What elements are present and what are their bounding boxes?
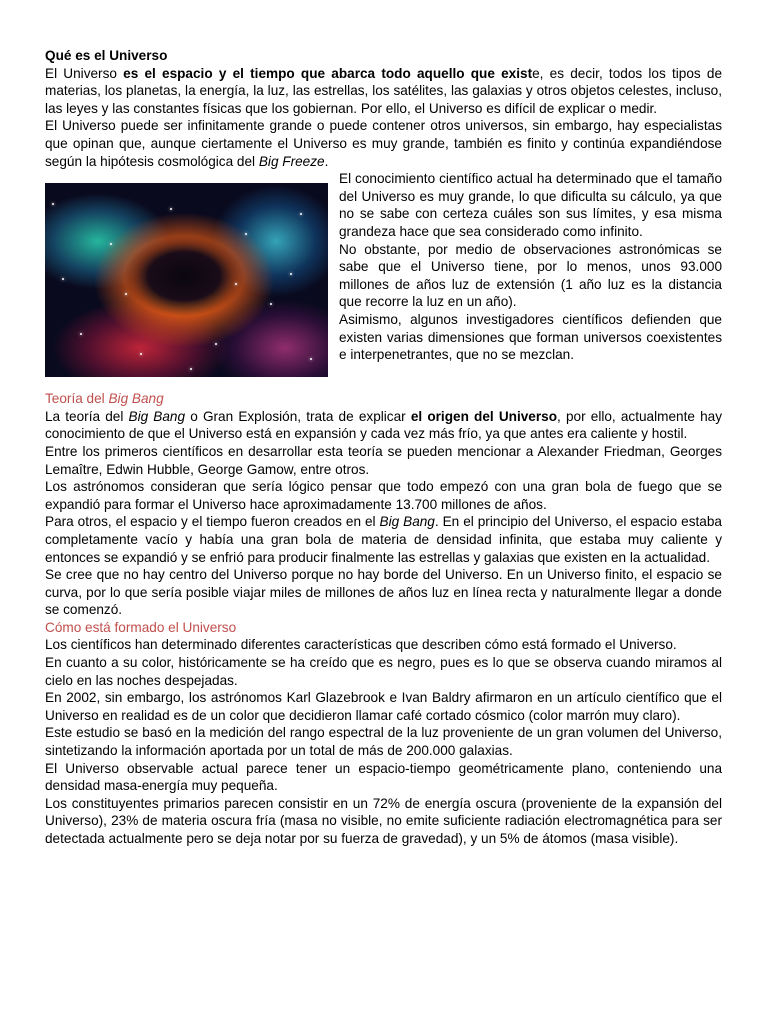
galaxy-nebula-image [45,183,328,377]
section-heading-formado: Cómo está formado el Universo [45,619,237,635]
intro-paragraph-5: Asimismo, algunos investigadores científicos defienden que existen varias dimensiones que forman universos coexistentes e interpenetrantes, que no se mezclan. [339,311,722,363]
bigbang-paragraph-1: La teoría del Big Bang o Gran Explosión, trata de explicar el origen del Universo, por ello, actualmente hay conocimiento de que el Universo está en expansión y cada vez más frío, ya que antes era caliente y hostil. [45,408,722,442]
formado-paragraph-4: Este estudio se basó en la medición del rango espectral de la luz proveniente de un gran volumen del Universo, sintetizando la información aportada por un total de más de 200.000 galaxias. [45,725,722,759]
intro-bold-definition: es el espacio y el tiempo que abarca todo aquello que exist [123,65,533,81]
intro-paragraph-3: El conocimiento científico actual ha determinado que el tamaño del Universo es muy grande, lo que dificulta su cálculo, ya que no se sabe con certeza cuáles son sus límites, y esa misma grandeza hace que sea considerado como infinito. [339,171,722,239]
intro-paragraph-4: No obstante, por medio de observaciones astronómicas se sabe que el Universo tiene, por lo menos, unos 93.000 millones de años luz de extensión (1 año luz es la distancia que recorre la luz en un año). [339,241,722,310]
formado-paragraph-1: Los científicos han determinado diferentes características que describen cómo está formado el Universo. [45,637,677,653]
formado-paragraph-2: En cuanto a su color, históricamente se ha creído que es negro, pues es lo que se observa cuando miramos al cielo en las noches despejadas. [45,655,722,688]
bigbang-paragraph-5: Se cree que no hay centro del Universo porque no hay borde del Universo. En un Universo finito, el espacio se curva, por lo que sería posible viajar miles de millones de años luz en línea recta y naturalmente llegar a donde se comenzó. [45,567,722,618]
section-heading-big-bang: Teoría del Big Bang [45,391,164,407]
document-page [45,47,722,848]
formado-paragraph-5: El Universo observable actual parece tener un espacio-tiempo geométricamente plano, conteniendo una densidad masa-energía muy pequeña. [45,760,722,794]
intro-paragraph-1: El Universo es el espacio y el tiempo que abarca todo aquello que existe, es decir, todos los tipos de materias, los planetas, la energía, la luz, las estrellas, los satélites, las galaxias y otros objetos celestes, incluso, las leyes y las constantes físicas que los gobiernan. Por ello, el Universo es difícil de explicar o medir. [45,65,723,116]
page-title: Qué es el Universo [45,48,168,63]
intro-paragraph-2: El Universo puede ser infinitamente grande o puede contener otros universos, sin embargo, hay especialistas que opinan que, aunque ciertamente el Universo es muy grande, también es finito y continúa expandiéndose según la hipótesis cosmológica del Big Freeze. [45,118,722,169]
formado-paragraph-3: En 2002, sin embargo, los astrónomos Karl Glazebrook e Ivan Baldry afirmaron en un artículo científico que el Universo en realidad es de un color que decidieron llamar café cortado cósmico (color marrón muy claro). [45,690,722,723]
image-text-block [45,170,722,377]
formado-paragraph-6: Los constituyentes primarios parecen consistir en un 72% de energía oscura (proveniente de la expansión del Universo), 23% de materia oscura fría (masa no visible, no emite suficiente radiación electromagnética para ser detectada actualmente pero se deja notar por su fuerza de gravedad), y un 5% de átomos (masa visible). [45,795,722,846]
bigbang-paragraph-4: Para otros, el espacio y el tiempo fueron creados en el Big Bang. En el principio del Universo, el espacio estaba completamente vacío y había una gran bola de materia de densidad infinita, que estaba muy caliente y entonces se expandió y se enfrió para producir finalmente las estrellas y galaxias que existen en la actualidad. [45,514,722,565]
bigbang-paragraph-3: Los astrónomos consideran que sería lógico pensar que todo empezó con una gran bola de fuego que se expandió para formar el Universo hace aproximadamente 13.700 millones de años. [45,479,722,512]
bigbang-paragraph-2: Entre los primeros científicos en desarrollar esta teoría se pueden mencionar a Alexander Friedman, Georges Lemaître, Edwin Hubble, George Gamow, entre otros. [45,443,722,477]
